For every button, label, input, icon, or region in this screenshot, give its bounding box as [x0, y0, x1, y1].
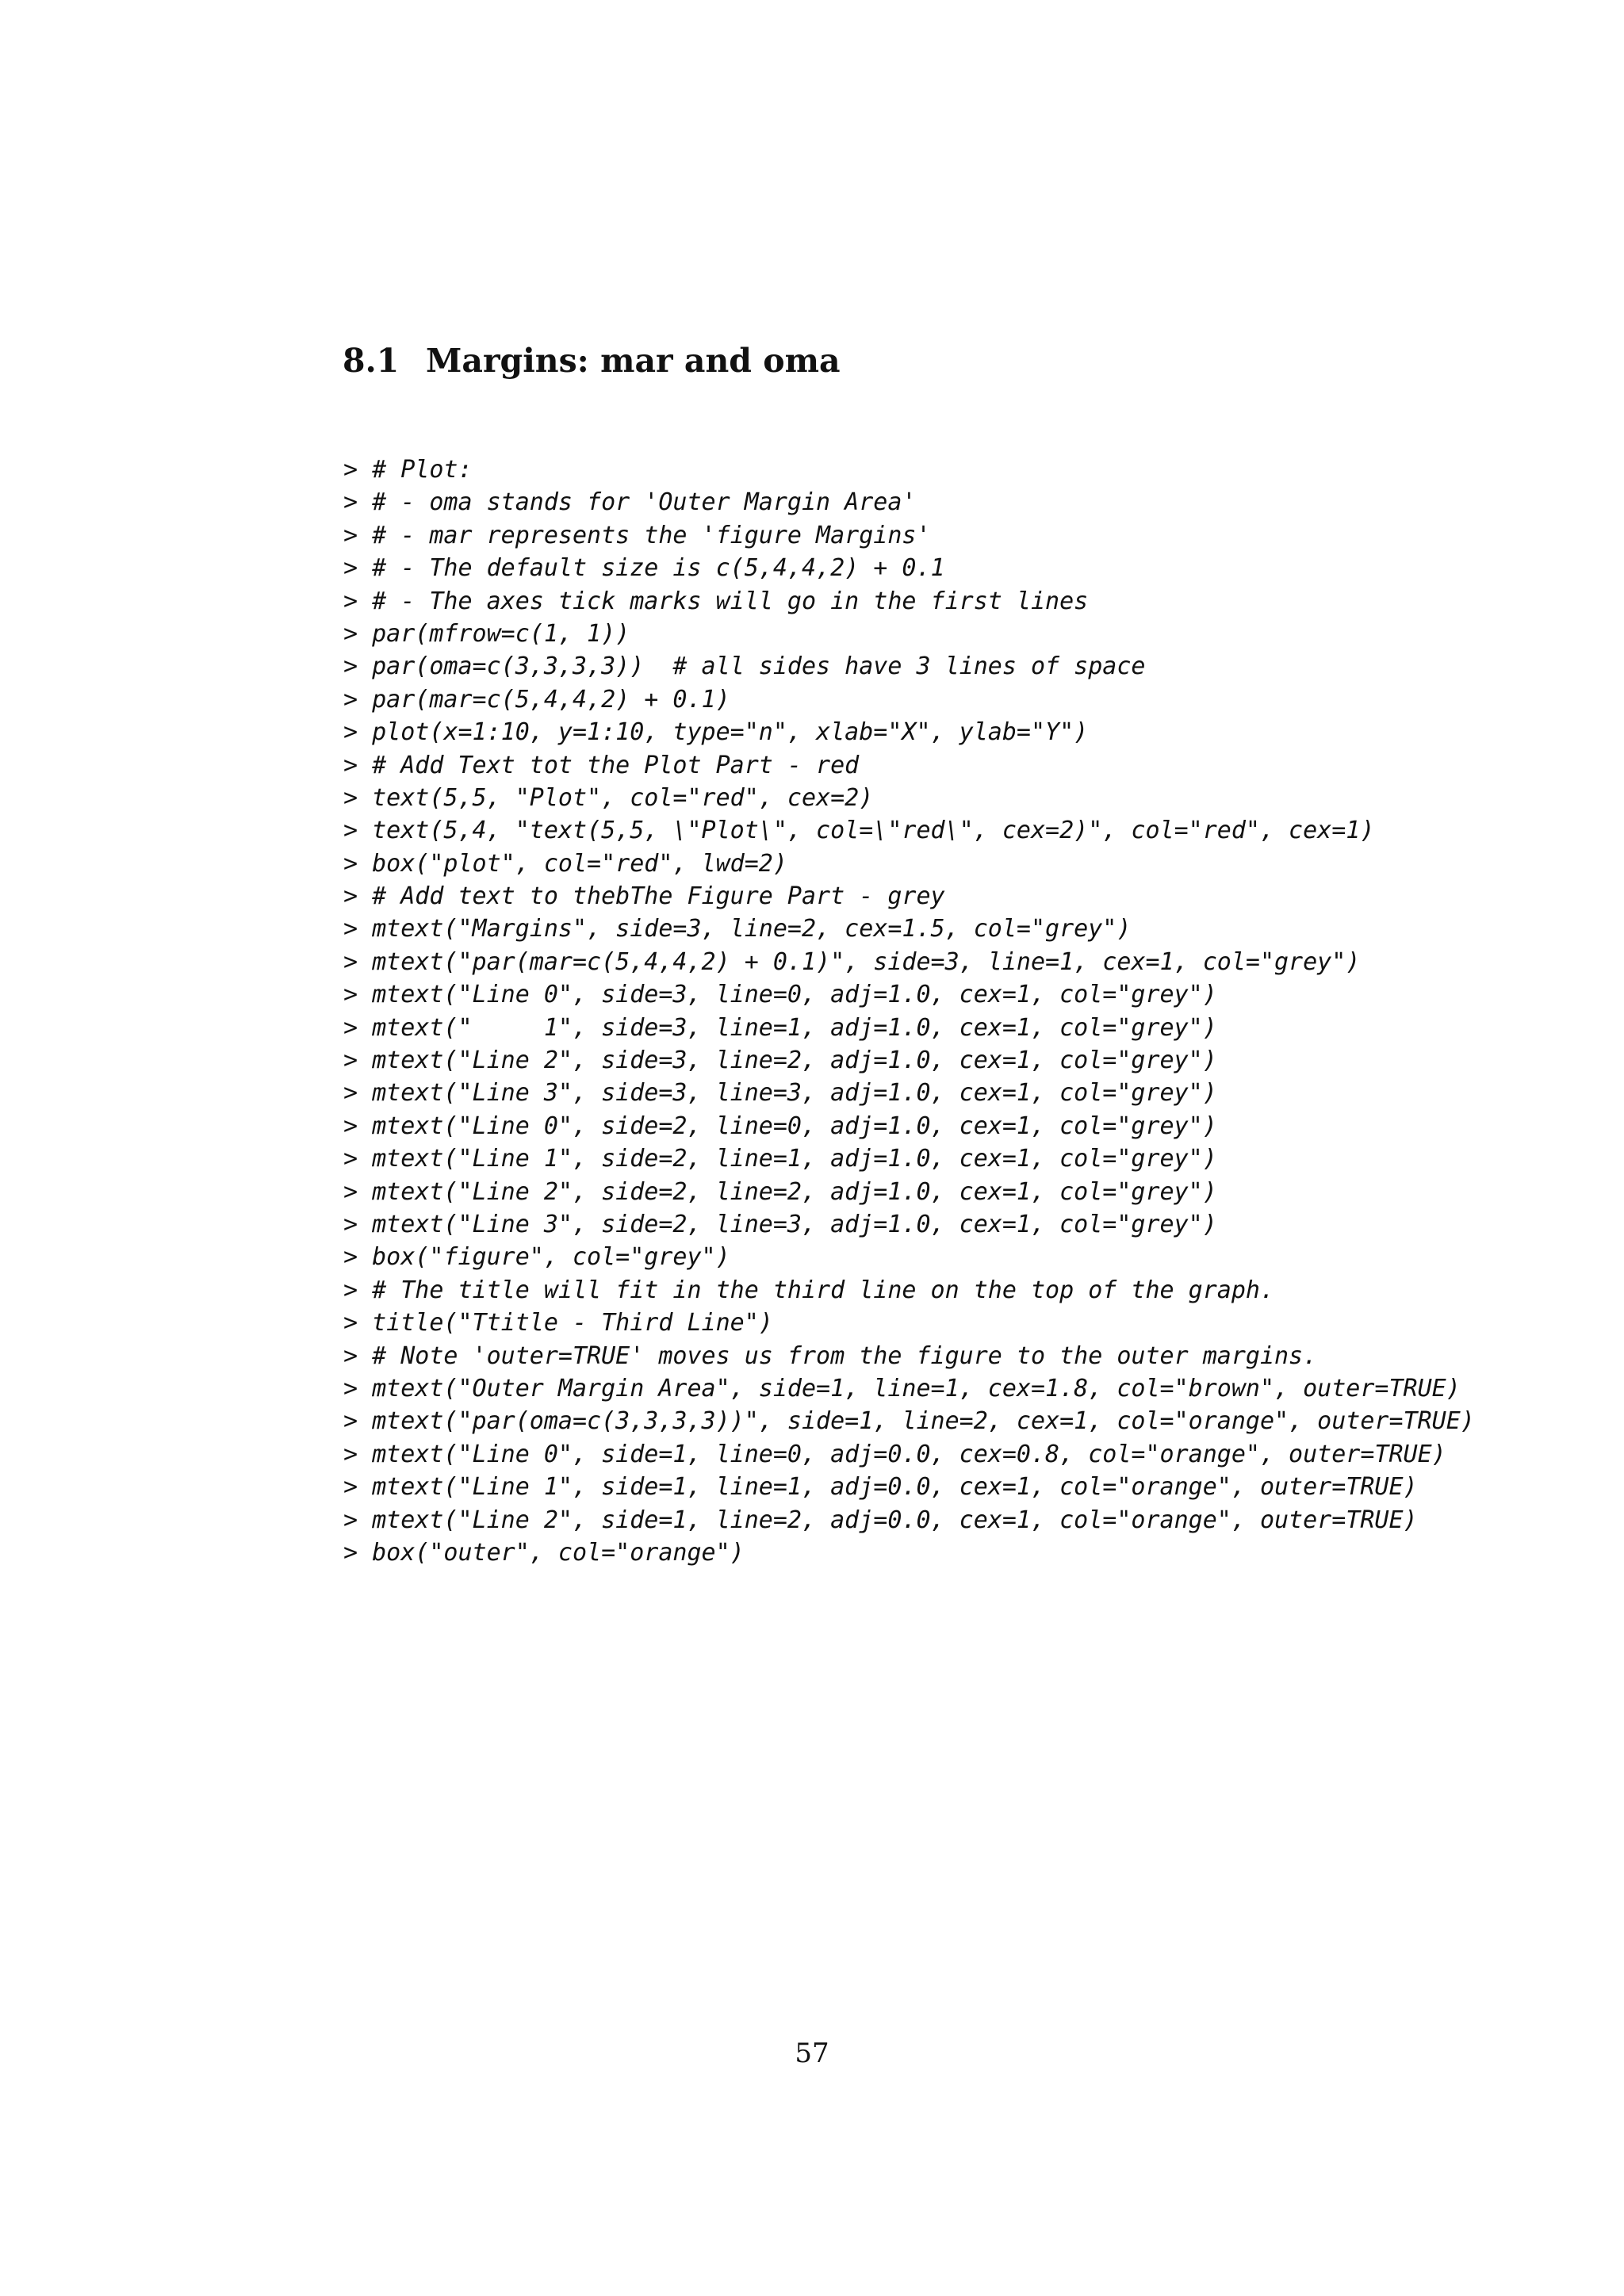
code-line: > mtext("Line 0", side=2, line=0, adj=1.0, cex=1, col="grey") — [343, 1112, 1217, 1140]
code-line: > mtext("Line 2", side=1, line=2, adj=0.0, cex=1, col="orange", outer=TRUE) — [343, 1506, 1418, 1534]
code-line: > mtext("Line 3", side=3, line=3, adj=1.0, cex=1, col="grey") — [343, 1079, 1217, 1108]
code-line: > mtext(" 1", side=3, line=1, adj=1.0, cex=1, col="grey") — [343, 1013, 1217, 1042]
section-title: Margins: mar and oma — [426, 342, 841, 380]
code-line: > # Plot: — [343, 456, 473, 484]
code-line: > mtext("par(mar=c(5,4,4,2) + 0.1)", side=3, line=1, cex=1, col="grey") — [343, 947, 1361, 976]
code-line: > box("outer", col="orange") — [343, 1538, 745, 1567]
code-line: > par(mfrow=c(1, 1)) — [343, 619, 630, 648]
code-line: > # The title will fit in the third line on the top of the graph. — [343, 1276, 1274, 1304]
code-line: > mtext("Line 1", side=1, line=1, adj=0.0, cex=1, col="orange", outer=TRUE) — [343, 1473, 1418, 1502]
code-line: > par(oma=c(3,3,3,3)) # all sides have 3 lines of space — [343, 652, 1146, 681]
code-line: > box("figure", col="grey") — [343, 1243, 730, 1272]
code-line: > # - The axes tick marks will go in the first lines — [343, 587, 1089, 615]
code-line: > mtext("Line 0", side=1, line=0, adj=0.0, cex=0.8, col="orange", outer=TRUE) — [343, 1440, 1446, 1468]
code-line: > # - mar represents the 'figure Margins' — [343, 521, 931, 549]
code-line: > par(mar=c(5,4,4,2) + 0.1) — [343, 685, 730, 714]
code-line: > mtext("par(oma=c(3,3,3,3))", side=1, line=2, cex=1, col="orange", outer=TRUE) — [343, 1407, 1475, 1436]
section-heading — [343, 337, 841, 385]
code-line: > # Add Text tot the Plot Part - red — [343, 751, 860, 779]
code-line: > mtext("Line 3", side=2, line=3, adj=1.0, cex=1, col="grey") — [343, 1210, 1217, 1238]
code-line: > # Note 'outer=TRUE' moves us from the figure to the outer margins. — [343, 1341, 1318, 1370]
code-line: > # Add text to thebThe Figure Part - grey — [343, 882, 945, 911]
code-line: > mtext("Margins", side=3, line=2, cex=1.5, col="grey") — [343, 915, 1132, 943]
code-line: > text(5,4, "text(5,5, \"Plot\", col=\"red\", cex=2)", col="red", cex=1) — [343, 817, 1375, 845]
code-listing — [343, 453, 1475, 1569]
code-line: > title("Ttitle - Third Line") — [343, 1309, 773, 1337]
code-line: > mtext("Line 2", side=2, line=2, adj=1.0, cex=1, col="grey") — [343, 1177, 1217, 1206]
code-line: > mtext("Line 1", side=2, line=1, adj=1.0, cex=1, col="grey") — [343, 1145, 1217, 1173]
code-line: > # - oma stands for 'Outer Margin Area' — [343, 488, 917, 517]
code-line: > mtext("Line 2", side=3, line=2, adj=1.0, cex=1, col="grey") — [343, 1047, 1217, 1075]
code-line: > mtext("Outer Margin Area", side=1, line=1, cex=1.8, col="brown", outer=TRUE) — [343, 1374, 1461, 1402]
code-line: > mtext("Line 0", side=3, line=0, adj=1.0, cex=1, col="grey") — [343, 981, 1217, 1009]
code-line: > text(5,5, "Plot", col="red", cex=2) — [343, 783, 874, 812]
code-line: > box("plot", col="red", lwd=2) — [343, 849, 787, 878]
section-number: 8.1 — [343, 342, 400, 380]
page-number: 57 — [795, 2038, 829, 2069]
code-line: > # - The default size is c(5,4,4,2) + 0.1 — [343, 554, 945, 583]
code-line: > plot(x=1:10, y=1:10, type="n", xlab="X", ylab="Y") — [343, 718, 1089, 747]
